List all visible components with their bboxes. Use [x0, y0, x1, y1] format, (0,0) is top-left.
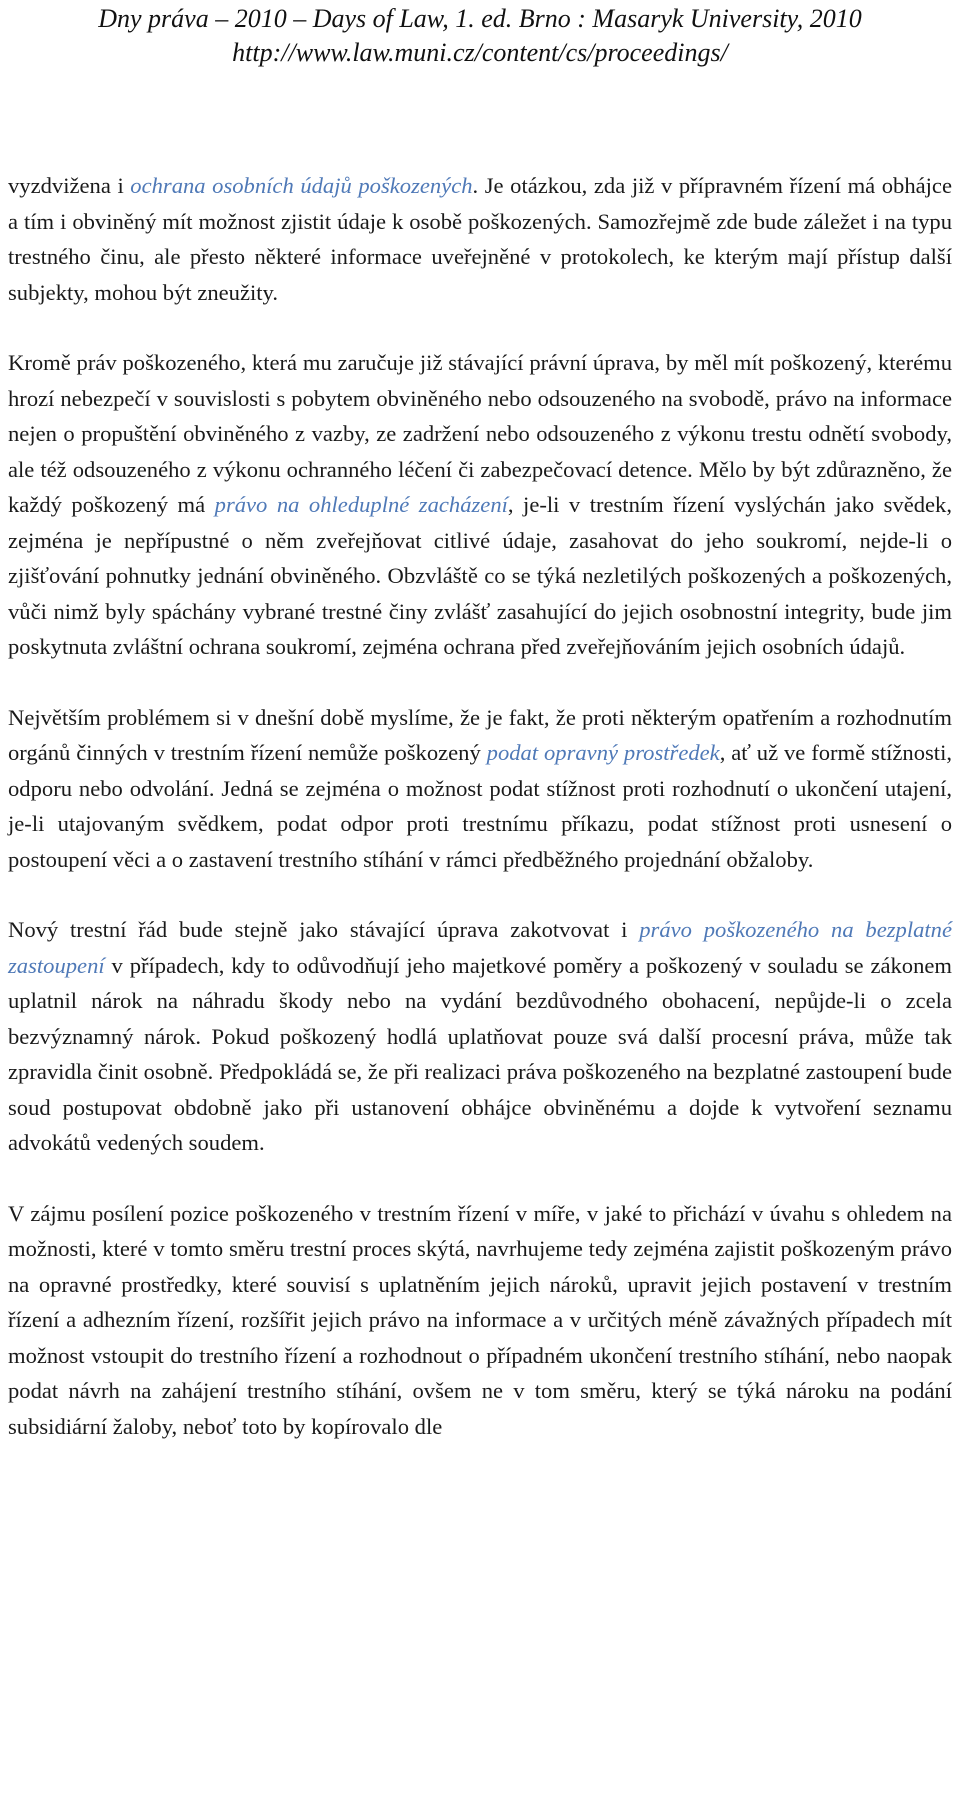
emphasized-term: ochrana osobních údajů poškozených — [130, 173, 473, 198]
paragraph-text: . Je otázkou, zda již v přípravném řízení má obhájce a tím i obviněný mít možnost zjistit údaje k osobě poškozených. Samozřejmě zde bude záležet i na typu trestného činu, ale přesto některé informace uveřejněné v protokolech, ke kterým mají přístup další subjekty, mohou být zneužity. — [8, 173, 952, 305]
page-header — [0, 0, 960, 70]
emphasized-term: právo na ohleduplné zacházení — [214, 492, 508, 517]
paragraph-1 — [8, 168, 952, 310]
paragraph-3 — [8, 700, 952, 878]
emphasized-term: podat opravný prostředek — [486, 740, 720, 765]
emphasized-term: právo poškozeného na bezplatné zastoupení — [8, 917, 953, 978]
paragraph-text: vyzdvižena i — [8, 173, 131, 198]
paragraph-5 — [8, 1196, 952, 1445]
header-url: http://www.law.muni.cz/content/cs/proceedings/ — [232, 38, 728, 67]
paragraph-text: , ať už ve formě stížnosti, odporu nebo odvolání. Jedná se zejména o možnost podat stížnost proti rozhodnutí o ukončení utajení, je-li utajovaným svědkem, podat odpor proti trestnímu příkazu, podat stížnost proti usnesení o postoupení věci a o zastavení trestního stíhání v rámci předběžného projednání obžaloby. — [8, 740, 952, 872]
document-body — [8, 168, 952, 1444]
paragraph-text: V zájmu posílení pozice poškozeného v trestním řízení v míře, v jaké to přichází v úvahu s ohledem na možnosti, které v tomto směru trestní proces skýtá, navrhujeme tedy zejména zajistit poškozeným právo na opravné prostředky, které souvisí s uplatněním jejich nároků, upravit jejich postavení v trestním řízení a adhezním řízení, rozšířit jejich právo na informace a v určitých méně závažných případech mít možnost vstoupit do trestního řízení a rozhodnout o případném ukončení trestního stíhání, nebo naopak podat návrh na zahájení trestního stíhání, ovšem ne v tom směru, který se týká nároku na podání subsidiární žaloby, neboť toto by kopírovalo dle — [8, 1200, 952, 1439]
header-citation: Dny práva – 2010 – Days of Law, 1. ed. Brno : Masaryk University, 2010 — [98, 4, 862, 33]
paragraph-text: Kromě práv poškozeného, která mu zaručuje již stávající právní úprava, by měl mít poškozený, kterému hrozí nebezpečí v souvislosti s pobytem obviněného nebo odsouzeného na svobodě, právo na informace nejen o propuštění obviněného z vazby, ze zadržení nebo odsouzeného z výkonu trestu odnětí svobody, ale též odsouzeného z výkonu ochranného léčení či zabezpečovací detence. Mělo by být zdůrazněno, že každý poškozený má — [8, 350, 952, 517]
paragraph-2 — [8, 345, 952, 665]
paragraph-4 — [8, 912, 952, 1161]
paragraph-text: Největším problémem si v dnešní době myslíme, že je fakt, že proti některým opatřením a rozhodnutím orgánů činných v trestním řízení nemůže poškozený — [8, 704, 952, 765]
paragraph-text: , je-li v trestním řízení vyslýchán jako svědek, zejména je nepřípustné o něm zveřejňovat citlivé údaje, zasahovat do jeho soukromí, nejde-li o zjišťování pohnutky jednání obviněného. Obzvláště co se týká nezletilých poškozených a poškozených, vůči nimž byly spáchány vybrané trestné činy zvlášť zasahující do jejich osobnostní integrity, bude jim poskytnuta zvláštní ochrana soukromí, zejména ochrana před zveřejňováním jejich osobních údajů. — [8, 492, 953, 659]
paragraph-text: Nový trestní řád bude stejně jako stávající úprava zakotvovat i — [8, 917, 640, 942]
paragraph-text: v případech, kdy to odůvodňují jeho majetkové poměry a poškozený v souladu se zákonem uplatnil nárok na náhradu škody nebo na vydání bezdůvodného obohacení, nepůjde-li o zcela bezvýznamný nárok. Pokud poškozený hodlá uplatňovat pouze svá další procesní práva, může tak zpravidla činit osobně. Předpokládá se, že při realizaci práva poškozeného na bezplatné zastoupení bude soud postupovat obdobně jako při ustanovení obhájce obviněnému a dojde k vytvoření seznamu advokátů vedených soudem. — [8, 952, 952, 1155]
